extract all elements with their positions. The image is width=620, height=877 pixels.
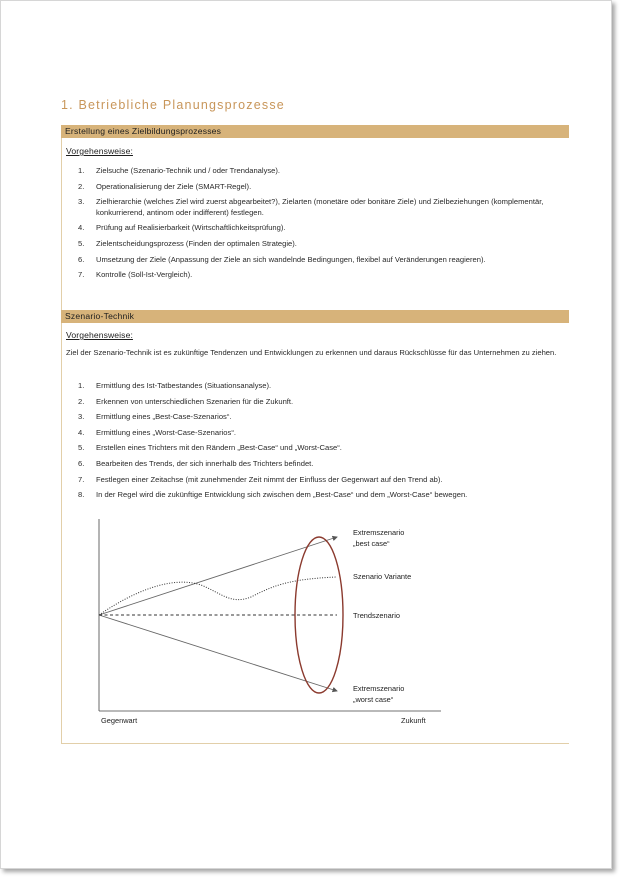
list-item: 1. Ermittlung des Ist-Tatbestandes (Situationsanalyse).	[78, 381, 272, 390]
label-best-case-2: „best case“	[353, 539, 390, 548]
label-worst-case-1: Extremszenario	[353, 684, 405, 693]
list-item: 5. Zielentscheidungsprozess (Finden der optimalen Strategie).	[78, 238, 297, 248]
list-item: 1. Zielsuche (Szenario-Technik und / oder Trendanalyse).	[78, 166, 281, 175]
label-trend: Trendszenario	[353, 611, 400, 620]
list-item: 3. Zielhierarchie (welches Ziel wird zuerst abgearbeitet?), Zielarten (monetäre oder bonitäre Ziele) und Zielbeziehungen (komplementär, konkurrierend, antinom oder indifferent) festlegen.	[78, 197, 544, 217]
label-zukunft: Zukunft	[401, 716, 426, 725]
label-variant: Szenario Variante	[353, 572, 412, 581]
list-item: 6. Bearbeiten des Trends, der sich innerhalb des Trichters befindet.	[78, 458, 314, 468]
list-item: 8. In der Regel wird die zukünftige Entwicklung sich zwischen dem „Best-Case“ und dem „Worst-Case“ bewegen.	[78, 490, 468, 500]
section2-list	[66, 381, 558, 506]
worst-case-line	[99, 615, 337, 691]
list-item: 7. Kontrolle (Soll-Ist-Vergleich).	[78, 270, 193, 280]
section2-intro: Ziel der Szenario-Technik ist es zukünftige Tendenzen und Entwicklungen zu erkennen und daraus Rückschlüsse für das Unternehmen zu ziehen.	[66, 348, 557, 357]
label-worst-case-2: „worst case“	[353, 695, 394, 704]
section-band-szenario-technik: Szenario-Technik	[61, 310, 569, 323]
list-item: 7. Festlegen einer Zeitachse (mit zunehmender Zeit nimmt der Einfluss der Gegenwart auf den Trend ab).	[78, 474, 443, 484]
section-frame-bottom	[61, 743, 569, 744]
list-item: 4. Ermittlung eines „Worst-Case-Szenarios“.	[78, 427, 236, 437]
list-item: 3. Ermittlung eines „Best-Case-Szenarios“.	[78, 412, 232, 422]
page-title: 1. Betriebliche Planungsprozesse	[61, 98, 285, 112]
best-case-line	[99, 537, 337, 615]
section-band-zielbildung: Erstellung eines Zielbildungsprozesses	[61, 125, 569, 138]
list-item: 2. Operationalisierung der Ziele (SMART-Regel).	[78, 181, 252, 191]
list-item: 5. Erstellen eines Trichters mit den Rändern „Best-Case“ und „Worst-Case“.	[78, 443, 342, 453]
section2-subheading: Vorgehensweise:	[66, 330, 133, 340]
section1-list	[66, 166, 558, 286]
list-item: 4. Prüfung auf Realisierbarkeit (Wirtschaftlichkeitsprüfung).	[78, 223, 286, 233]
list-item: 2. Erkennen von unterschiedlichen Szenarien für die Zukunft.	[78, 396, 294, 406]
label-best-case-1: Extremszenario	[353, 528, 405, 537]
variant-curve	[99, 577, 337, 615]
scenario-funnel-diagram	[91, 513, 451, 729]
list-item: 6. Umsetzung der Ziele (Anpassung der Ziele an sich wandelnde Bedingungen, flexibel auf Veränderungen reagieren).	[78, 254, 486, 264]
label-gegenwart: Gegenwart	[101, 716, 138, 725]
section1-subheading: Vorgehensweise:	[66, 146, 133, 156]
section-frame-left	[61, 135, 62, 743]
